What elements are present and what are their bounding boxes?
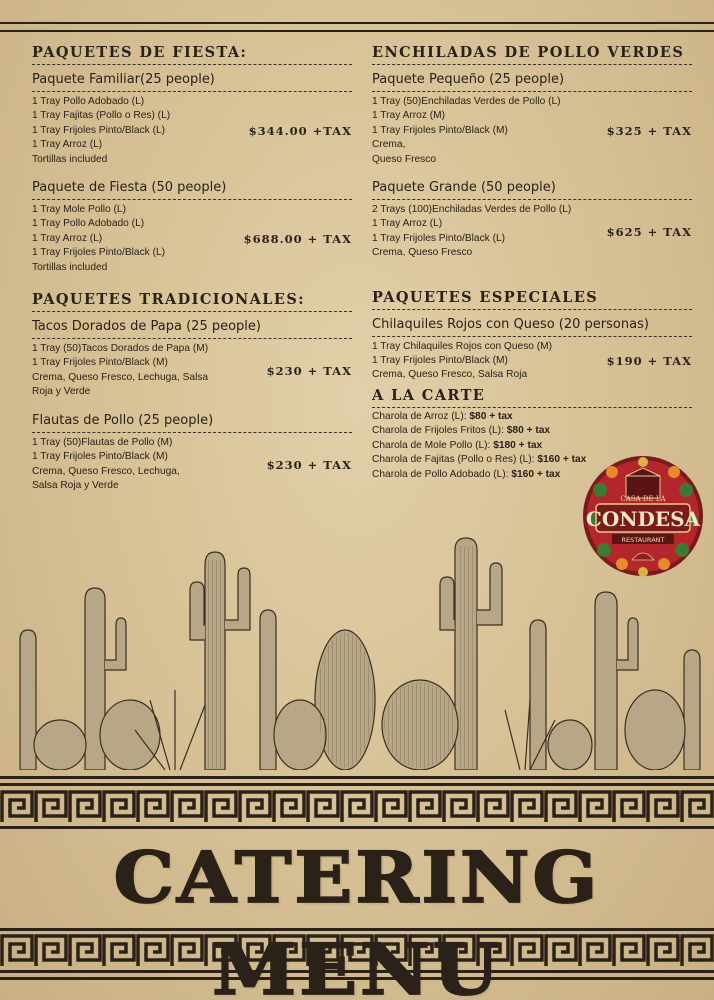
package-title: Paquete Pequeño (25 people) — [372, 71, 692, 92]
section-title-enchiladas: ENCHILADAS DE POLLO VERDES — [372, 44, 692, 65]
package-item: 1 Tray Chilaquiles Rojos con Queso (M) — [372, 340, 553, 352]
package-items — [32, 342, 261, 400]
package-item: 1 Tray (50)Tacos Dorados de Papa (M) — [32, 343, 209, 355]
package-price: $625 + TAX — [606, 224, 692, 239]
package-items — [32, 95, 243, 167]
package-title: Tacos Dorados de Papa (25 people) — [32, 318, 352, 339]
package-item: 2 Trays (100)Enchiladas Verdes de Pollo (L) — [372, 204, 572, 216]
package-item: 1 Tray Fajitas (Pollo o Res) (L) — [32, 110, 171, 122]
package-item: Crema, Queso Fresco, Salsa Roja — [372, 369, 528, 381]
package-title: Paquete de Fiesta (50 people) — [32, 179, 352, 200]
greek-key-border — [0, 790, 714, 824]
package-price: $190 + TAX — [606, 354, 692, 369]
package-familiar — [32, 71, 352, 167]
package-item: 1 Tray (50)Flautas de Pollo (M) — [32, 436, 173, 448]
catering-menu-title: CATERING — [113, 836, 601, 919]
top-rule — [0, 22, 714, 24]
package-item: 1 Tray Arroz (L) — [32, 139, 103, 151]
package-items — [372, 203, 601, 261]
package-item: Crema, Queso Fresco — [372, 247, 473, 259]
band-rule — [0, 977, 714, 980]
package-chilaquiles — [372, 316, 692, 383]
logo-name: CONDESA — [585, 507, 701, 531]
band-rule — [0, 826, 714, 829]
package-item: Tortillas included — [32, 261, 108, 273]
package-item: 1 Tray Frijoles Pinto/Black (M) — [32, 451, 168, 463]
package-items — [372, 340, 601, 383]
logo-top-text: CASA DE LA — [620, 495, 666, 503]
carte-item: Charola de Mole Pollo (L): $180 + tax — [372, 439, 543, 451]
carte-item: Charola de Arroz (L): $80 + tax — [372, 410, 513, 422]
package-item: Queso Fresco — [372, 153, 436, 165]
package-title: Paquete Familiar(25 people) — [32, 71, 352, 92]
package-item: 1 Tray Arroz (L) — [32, 232, 103, 244]
section-title-carte: A LA CARTE — [372, 387, 692, 408]
package-item: Crema, — [372, 139, 406, 151]
carte-item: Charola de Frijoles Fritos (L): $80 + tax — [372, 425, 551, 437]
package-item: Crema, Queso Fresco, Lechuga, Salsa — [32, 371, 209, 383]
package-item: Salsa Roja y Verde — [32, 479, 119, 491]
package-item: 1 Tray Arroz (L) — [372, 218, 443, 230]
band-rule — [0, 970, 714, 973]
package-item: 1 Tray Mole Pollo (L) — [32, 204, 126, 216]
band-rule — [0, 783, 714, 786]
left-column — [32, 44, 352, 505]
package-item: 1 Tray Pollo Adobado (L) — [32, 96, 145, 107]
package-price: $230 + TAX — [266, 457, 352, 472]
right-column — [372, 44, 692, 482]
package-item: 1 Tray Frijoles Pinto/Black (L) — [32, 124, 166, 136]
package-item: 1 Tray Frijoles Pinto/Black (L) — [32, 247, 166, 259]
package-item: Tortillas included — [32, 153, 108, 165]
package-items — [372, 95, 601, 167]
package-price: $688.00 + TAX — [243, 232, 352, 247]
carte-item: Charola de Fajitas (Pollo o Res) (L): $160 + tax — [372, 454, 587, 466]
package-flautas — [32, 412, 352, 494]
package-item: 1 Tray Frijoles Pinto/Black (L) — [372, 232, 506, 244]
section-title-tradicionales: PAQUETES TRADICIONALES: — [32, 291, 352, 312]
cactus-illustration — [0, 530, 714, 770]
package-tacos-dorados — [32, 318, 352, 400]
band-rule — [0, 928, 714, 931]
package-price: $230 + TAX — [266, 363, 352, 378]
package-pequeno — [372, 71, 692, 167]
package-item: 1 Tray Arroz (M) — [372, 110, 446, 122]
package-price: $344.00 +TAX — [248, 124, 352, 139]
package-items — [32, 436, 261, 494]
carte-item: Charola de Pollo Adobado (L): $160 + tax — [372, 468, 561, 480]
section-title-especiales: PAQUETES ESPECIALES — [372, 289, 692, 310]
package-title: Chilaquiles Rojos con Queso (20 personas) — [372, 316, 692, 337]
package-fiesta — [32, 179, 352, 275]
package-item: Crema, Queso Fresco, Lechuga, — [32, 465, 180, 477]
package-item: 1 Tray Frijoles Pinto/Black (M) — [32, 357, 168, 369]
package-items — [32, 203, 238, 275]
section-title-fiesta: PAQUETES DE FIESTA: — [32, 44, 352, 65]
band-rule — [0, 776, 714, 779]
package-item: 1 Tray Pollo Adobado (L) — [32, 218, 145, 230]
greek-key-border — [0, 934, 714, 968]
package-price: $325 + TAX — [606, 124, 692, 139]
package-item: 1 Tray Frijoles Pinto/Black (M) — [372, 124, 508, 136]
package-title: Paquete Grande (50 people) — [372, 179, 692, 200]
package-item: 1 Tray (50)Enchiladas Verdes de Pollo (L) — [372, 96, 561, 107]
package-item: 1 Tray Frijoles Pinto/Black (M) — [372, 355, 508, 367]
top-rule — [0, 30, 714, 32]
package-grande — [372, 179, 692, 261]
logo-sub-text: RESTAURANT — [621, 536, 665, 544]
package-title: Flautas de Pollo (25 people) — [32, 412, 352, 433]
package-item: Roja y Verde — [32, 386, 91, 398]
